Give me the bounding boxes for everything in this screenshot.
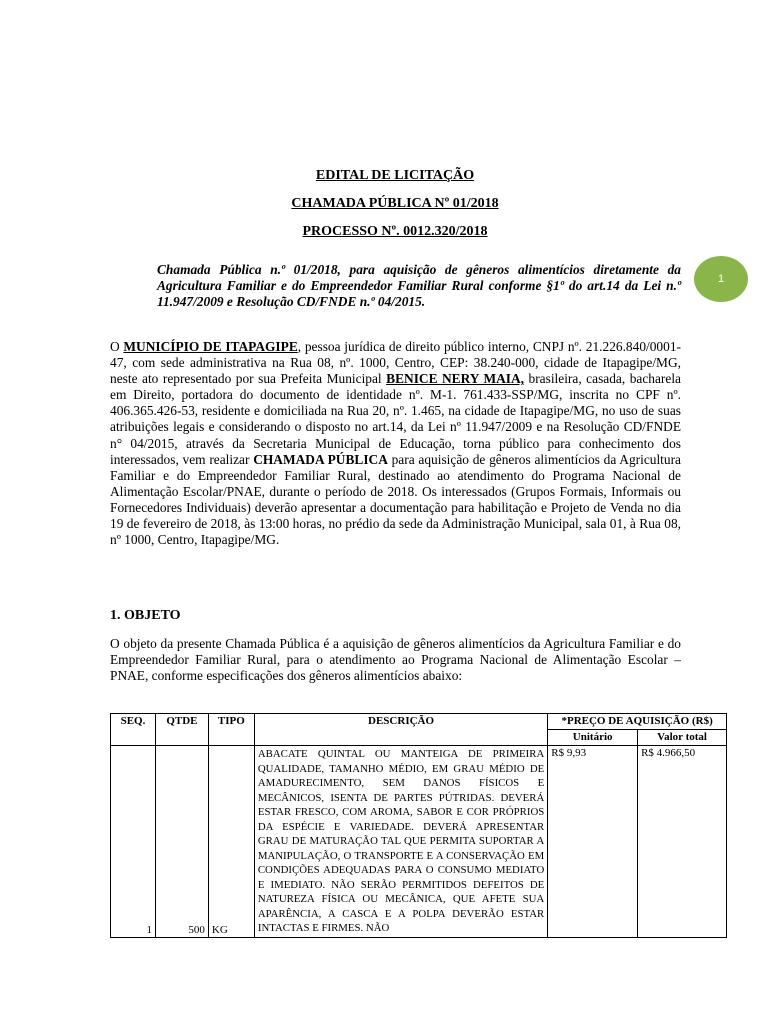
- intro-part1: , pessoa jurídica de direito público interno, CNPJ nº. 21.226.840/0001-47, com sede administrativa na Rua 08, nº. 1000, Centro, CEP: 38.240-000, cidade de Itapagipe/MG, neste ato representado por sua Prefeita Municipal: [110, 339, 681, 387]
- cell-qtde: 500: [155, 746, 208, 938]
- intro-part3: para aquisição de gêneros alimentícios da Agricultura Familiar e do Empreendedor Familiar Rural, destinado ao atendimento do Programa Nacional de Alimentação Escolar/PNAE, durante o período de 2018. Os interessados (Grupos Formais, Informais ou Fornecedores Individuais) deverão apresentar a documentação para habilitação e Projeto de Venda no dia 19 de fevereiro de 2018, às 13:00 horas, no prédio da sede da Administração Municipal, sala 01, à Rua 08, nº 1000, Centro, Itapagipe/MG.: [110, 451, 681, 548]
- section-objeto-text: O objeto da presente Chamada Pública é a aquisição de gêneros alimentícios da Agricultura Familiar e do Empreendedor Familiar Rural, para o atendimento ao Programa Nacional de Alimentação Escolar – PNAE, conforme especificações dos gêneros alimentícios abaixo:: [110, 636, 681, 684]
- section-objeto-title: 1. OBJETO: [110, 608, 181, 623]
- page-number-badge: 1: [694, 256, 748, 302]
- cell-descricao: ABACATE QUINTAL OU MANTEIGA DE PRIMEIRA QUALIDADE, TAMANHO MÉDIO, EM GRAU MÉDIO DE AMADURECIMENTO, SEM DANOS FÍSICOS E MECÂNICOS, ISENTA DE PARTES PÚTRIDAS. DEVERÁ ESTAR FRESCO, COM AROMA, SABOR E COR PRÓPRIOS DA ESPÉCIE E VARIEDADE. DEVERÁ APRESENTAR GRAU DE MATURAÇÃO TAL QUE PERMITA SUPORTAR A MANIPULAÇÃO, O TRANSPORTE E A CONSERVAÇÃO EM CONDIÇÕES ADEQUADAS PARA O CONSUMO MEDIATO E IMEDIATO. NÃO SERÃO PERMITIDOS DEFEITOS DE NATUREZA FÍSICA OU MECÂNICA, QUE AFETE SUA APARÊNCIA, A CASCA E A POLPA DEVERÃO ESTAR INTACTAS E FIRMES. NÃO: [254, 746, 547, 938]
- prefeita-name: BENICE NERY MAIA,: [386, 371, 525, 387]
- header-descricao: DESCRIÇÃO: [254, 714, 547, 746]
- abstract-paragraph: Chamada Pública n.º 01/2018, para aquisição de gêneros alimentícios diretamente da Agricultura Familiar e do Empreendedor Familiar Rural conforme §1º do art.14 da Lei n.º 11.947/2009 e Resolução CD/FNDE n.º 04/2015.: [157, 262, 681, 309]
- items-table: [110, 713, 727, 938]
- processo-title: PROCESSO Nº. 0012.320/2018: [302, 224, 488, 239]
- cell-seq: 1: [111, 746, 156, 938]
- chamada-title: CHAMADA PÚBLICA Nº 01/2018: [291, 196, 499, 211]
- intro-prefix: O: [110, 339, 124, 354]
- cell-unitario: R$ 9,93: [548, 746, 638, 938]
- header-seq: SEQ.: [111, 714, 156, 746]
- header-qtde: QTDE: [155, 714, 208, 746]
- intro-paragraph: [110, 339, 681, 548]
- chamada-publica-text: CHAMADA PÚBLICA: [253, 451, 388, 467]
- municipio-name: MUNICÍPIO DE ITAPAGIPE: [123, 339, 298, 354]
- header-unitario: Unitário: [548, 730, 638, 746]
- cell-valor-total: R$ 4.966,50: [638, 746, 727, 938]
- header-preco: *PREÇO DE AQUISIÇÃO (R$): [548, 714, 727, 730]
- intro-part2: brasileira, casada, bacharela em Direito, portadora do documento de identidade nº. M-1. 761.433-SSP/MG, inscrita no CPF nº. 406.365.426-53, residente e domiciliada na Rua 20, nº. 1.465, na cidade de Itapagipe/MG, no uso de suas atribuições legais e considerando o disposto no art.14, da Lei nº 11.947/2009 e na Resolução CD/FNDE n° 04/2015, através da Secretaria Municipal de Educação, torna público para conhecimento dos interessados, vem realizar: [110, 371, 681, 467]
- cell-tipo: KG: [208, 746, 254, 938]
- header-valor-total: Valor total: [638, 730, 727, 746]
- table-row: [111, 746, 727, 938]
- table-header-row: [111, 714, 727, 730]
- header-tipo: TIPO: [208, 714, 254, 746]
- edital-title: EDITAL DE LICITAÇÃO: [315, 168, 475, 183]
